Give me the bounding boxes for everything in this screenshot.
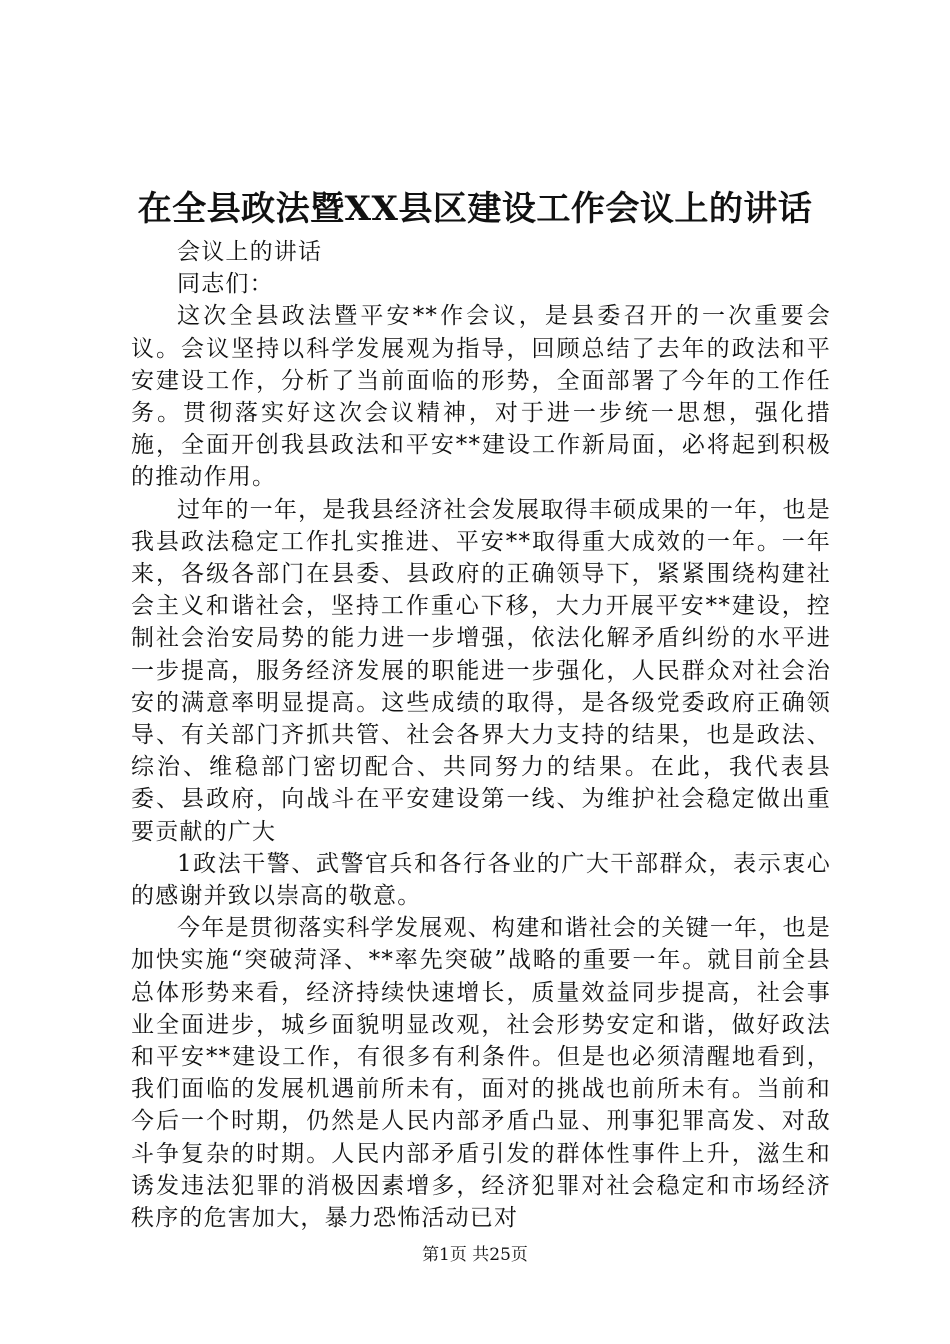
document-title: 在全县政法暨XX县区建设工作会议上的讲话	[137, 189, 813, 229]
document-body	[131, 236, 831, 1234]
paragraph-1: 这次全县政法暨平安**作会议，是县委召开的一次重要会议。会议坚持以科学发展观为指导，回顾总结了去年的政法和平安建设工作，分析了当前面临的形势，全面部署了今年的工作任务。贯彻落实好这次会议精神，对于进一步统一思想，强化措施，全面开创我县政法和平安**建设工作新局面，必将起到积极的推动作用。	[131, 303, 831, 491]
paragraph-subtitle: 会议上的讲话	[177, 239, 323, 265]
paragraph-2: 过年的一年，是我县经济社会发展取得丰硕成果的一年，也是我县政法稳定工作扎实推进、平安**取得重大成效的一年。一年来，各级各部门在县委、县政府的正确领导下，紧紧围绕构建社会主义和谐社会，坚持工作重心下移，大力开展平安**建设，控制社会治安局势的能力进一步增强，依法化解矛盾纠纷的水平进一步提高，服务经济发展的职能进一步强化，人民群众对社会治安的满意率明显提高。这些成绩的取得，是各级党委政府正确领导、有关部门齐抓共管、社会各界大力支持的结果，也是政法、综治、维稳部门密切配合、共同努力的结果。在此，我代表县委、县政府，向战斗在平安建设第一线、为维护社会稳定做出重要贡献的广大	[131, 496, 831, 845]
paragraph-3: 1政法干警、武警官兵和各行各业的广大干部群众，表示衷心的感谢并致以崇高的敬意。	[131, 850, 831, 910]
paragraph-salutation: 同志们：	[177, 271, 274, 298]
paragraph-4: 今年是贯彻落实科学发展观、构建和谐社会的关键一年，也是加快实施“突破菏泽、**率先突破”战略的重要一年。就目前全县总体形势来看，经济持续快速增长，质量效益同步提高，社会事业全面进步，城乡面貌明显改观，社会形势安定和谐，做好政法和平安**建设工作，有很多有利条件。但是也必须清醒地看到，我们面临的发展机遇前所未有，面对的挑战也前所未有。当前和今后一个时期，仍然是人民内部矛盾凸显、刑事犯罪高发、对敌斗争复杂的时期。人民内部矛盾引发的群体性事件上升，滋生和诱发违法犯罪的消极因素增多，经济犯罪对社会稳定和市场经济秩序的危害加大，暴力恐怖活动已对	[131, 915, 831, 1232]
page-footer: 第1页 共25页	[422, 1245, 528, 1265]
